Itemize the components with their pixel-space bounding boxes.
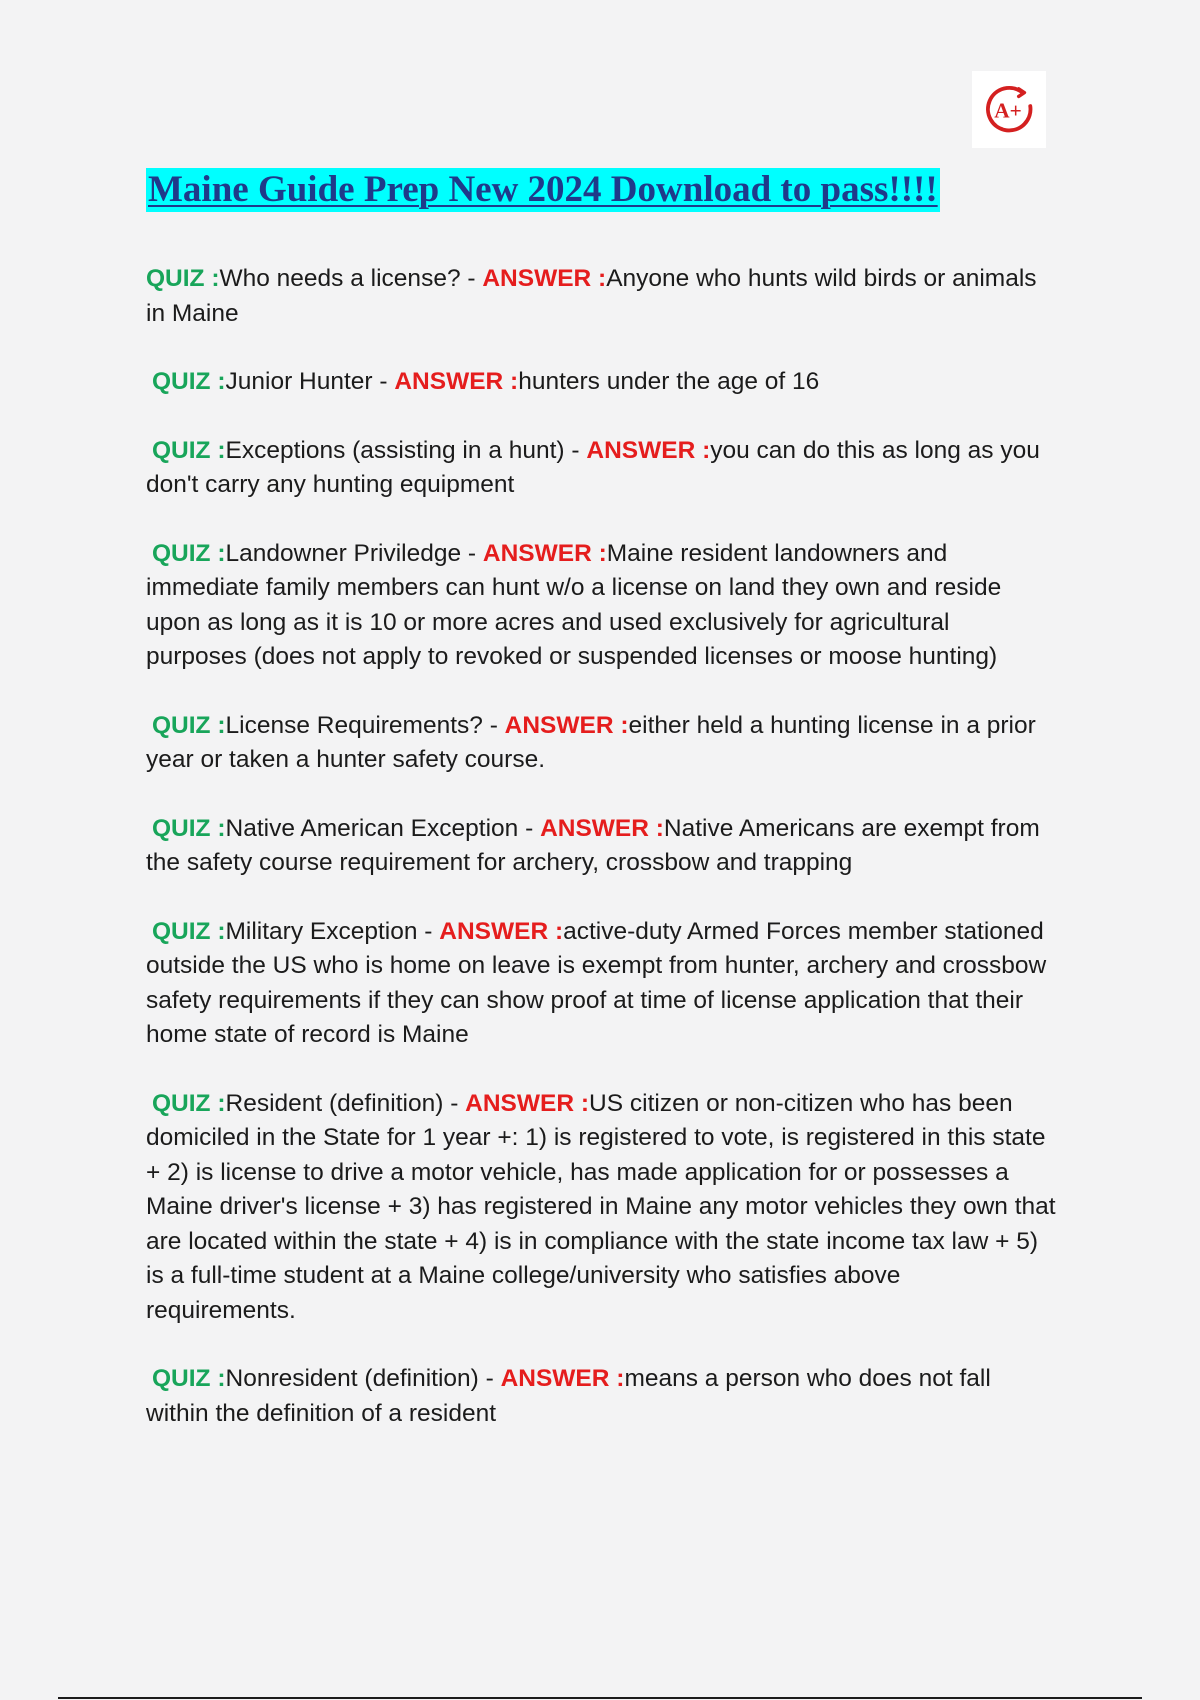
question-text: Junior Hunter - bbox=[225, 368, 395, 395]
question-text: Native American Exception - bbox=[225, 814, 541, 842]
qa-item bbox=[146, 434, 1056, 503]
qa-item bbox=[146, 915, 1056, 1053]
answer-label: ANSWER : bbox=[586, 436, 711, 464]
question-text: Exceptions (assisting in a hunt) - bbox=[225, 436, 587, 464]
quiz-label: QUIZ : bbox=[146, 265, 220, 292]
quiz-label: QUIZ : bbox=[152, 814, 226, 842]
question-text: Nonresident (definition) - bbox=[225, 1365, 501, 1392]
quiz-label: QUIZ : bbox=[152, 1089, 226, 1117]
quiz-label: QUIZ : bbox=[152, 436, 226, 464]
qa-item bbox=[146, 1362, 1056, 1431]
answer-text: you can do this as long as you don't carry any hunting equipment bbox=[146, 436, 1040, 498]
a-plus-grade-graphic bbox=[980, 81, 1038, 139]
question-text: Landowner Priviledge - bbox=[225, 539, 483, 567]
answer-label: ANSWER : bbox=[482, 539, 607, 567]
answer-text: either held a hunting license in a prior year or taken a hunter safety course. bbox=[146, 711, 1036, 773]
answer-text: Native Americans are exempt from the safety course requirement for archery, crossbow and trapping bbox=[146, 814, 1040, 876]
answer-text: hunters under the age of 16 bbox=[518, 368, 820, 395]
question-text: License Requirements? - bbox=[225, 711, 505, 739]
answer-text: means a person who does not fall within the definition of a resident bbox=[146, 1365, 991, 1427]
logo-text: A+ bbox=[994, 98, 1022, 123]
question-text: Who needs a license? - bbox=[219, 265, 483, 292]
qa-item bbox=[146, 812, 1056, 881]
question-text: Resident (definition) - bbox=[225, 1089, 466, 1117]
answer-label: ANSWER : bbox=[394, 368, 519, 395]
answer-text: US citizen or non-citizen who has been domiciled in the State for 1 year +: 1) is registered to vote, is registered in this state + 2) is license to drive a motor vehicle, has made application for or possesses a Maine driver's license + 3) has registered in Maine any motor vehicles they own that are located within the state + 4) is in compliance with the state income tax law + 5) is a full-time student at a Maine college/university who satisfies above requirements. bbox=[146, 1089, 1056, 1324]
quiz-label: QUIZ : bbox=[152, 917, 226, 945]
qa-item bbox=[146, 1087, 1056, 1329]
answer-label: ANSWER : bbox=[540, 814, 664, 842]
qa-list bbox=[146, 262, 1056, 1465]
answer-text: Maine resident landowners and immediate family members can hunt w/o a license on land they own and reside upon as long as it is 10 or more acres and used exclusively for agricultural purposes (does not apply to revoked or suspended licenses or moose hunting) bbox=[146, 539, 1002, 670]
answer-text: active-duty Armed Forces member stationed outside the US who is home on leave is exempt from hunter, archery and crossbow safety requirements if they can show proof at time of license application that their home state of record is Maine bbox=[146, 917, 1047, 1048]
qa-item bbox=[146, 709, 1056, 778]
qa-item bbox=[146, 365, 1056, 400]
answer-label: ANSWER : bbox=[465, 1089, 590, 1117]
title-container bbox=[146, 167, 940, 213]
answer-text: Anyone who hunts wild birds or animals in Maine bbox=[146, 265, 1037, 327]
a-plus-grade-icon bbox=[972, 71, 1046, 148]
answer-label: ANSWER : bbox=[500, 1365, 625, 1392]
quiz-label: QUIZ : bbox=[152, 1365, 226, 1392]
qa-item bbox=[146, 262, 1056, 331]
quiz-label: QUIZ : bbox=[152, 711, 226, 739]
page-title: Maine Guide Prep New 2024 Download to pass!!!! bbox=[148, 169, 938, 210]
answer-label: ANSWER : bbox=[439, 917, 564, 945]
page-divider bbox=[58, 1697, 1142, 1699]
qa-item bbox=[146, 537, 1056, 675]
question-text: Military Exception - bbox=[225, 917, 440, 945]
answer-label: ANSWER : bbox=[482, 265, 607, 292]
quiz-label: QUIZ : bbox=[152, 539, 226, 567]
quiz-label: QUIZ : bbox=[152, 368, 226, 395]
answer-label: ANSWER : bbox=[504, 711, 629, 739]
